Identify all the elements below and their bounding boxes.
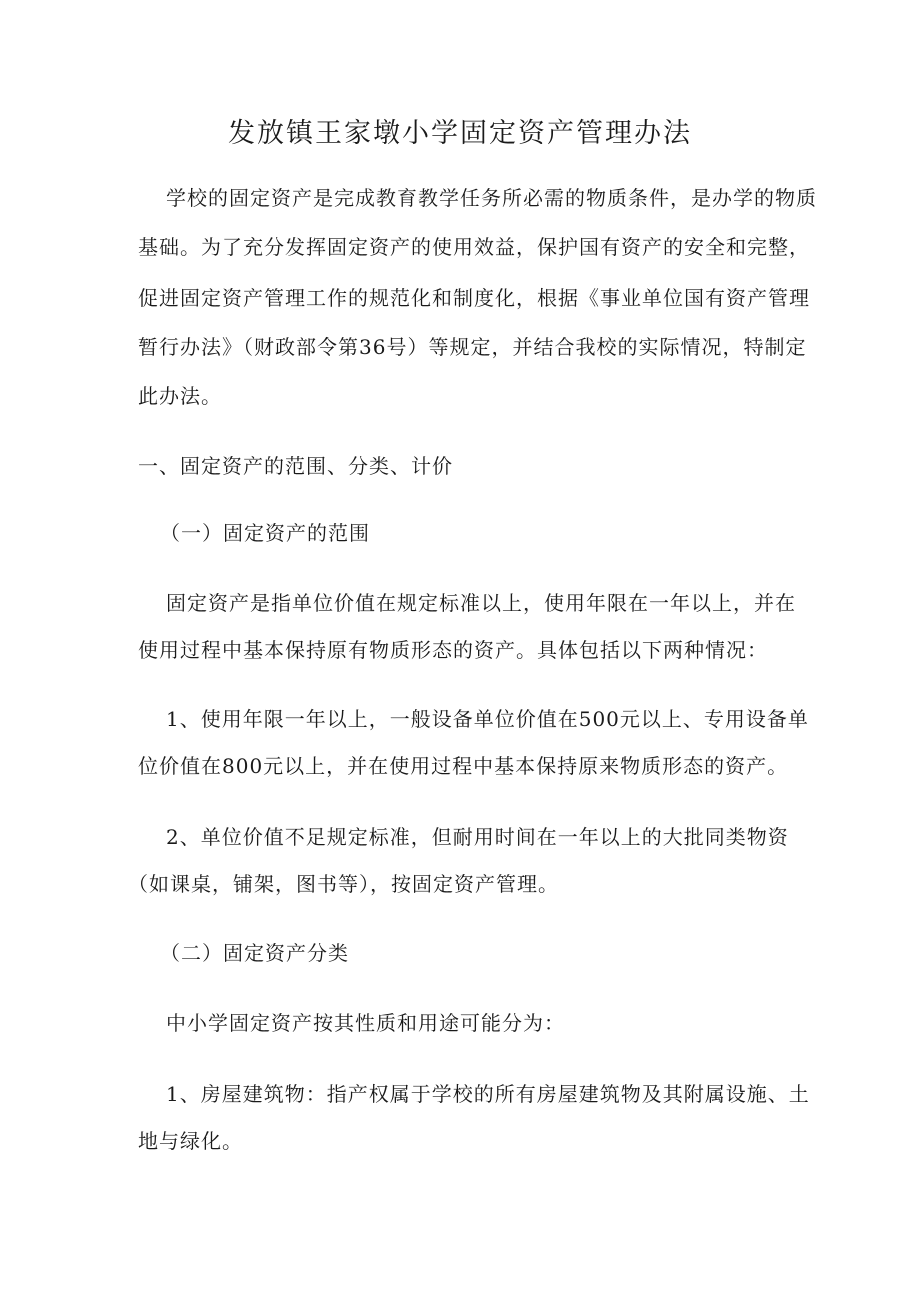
subsection-heading-2: （二）固定资产分类: [160, 941, 349, 965]
intro-line-4: 暂行办法》（财政部令第36号）等规定，并结合我校的实际情况，特制定: [138, 335, 807, 359]
document-title: 发放镇王家墩小学固定资产管理办法: [228, 118, 692, 149]
item-2-line-2: （如课桌，铺架，图书等），按固定资产管理。: [128, 872, 559, 896]
intro-line-2: 基础。为了充分发挥固定资产的使用效益，保护国有资产的安全和完整，: [138, 235, 810, 259]
classification-intro: 中小学固定资产按其性质和用途可能分为：: [166, 1011, 565, 1035]
item-1-line-2: 位价值在800元以上，并在使用过程中基本保持原来物质形态的资产。: [138, 754, 789, 778]
class-1-line-2: 地与绿化。: [138, 1129, 243, 1153]
item-2-line-1: 2、单位价值不足规定标准，但耐用时间在一年以上的大批同类物资: [166, 825, 789, 849]
item-1-line-1: 1、使用年限一年以上，一般设备单位价值在500元以上、专用设备单: [166, 707, 809, 731]
scope-line-1: 固定资产是指单位价值在规定标准以上，使用年限在一年以上，并在: [166, 591, 796, 615]
section-heading-1: 一、固定资产的范围、分类、计价: [138, 454, 453, 478]
intro-line-1: 学校的固定资产是完成教育教学任务所必需的物质条件，是办学的物质: [166, 186, 817, 210]
scope-line-2: 使用过程中基本保持原有物质形态的资产。具体包括以下两种情况：: [138, 638, 768, 662]
subsection-heading-1: （一）固定资产的范围: [160, 521, 370, 545]
intro-line-3: 促进固定资产管理工作的规范化和制度化，根据《事业单位国有资产管理: [138, 286, 810, 310]
intro-line-5: 此办法。: [138, 384, 222, 408]
class-1-line-1: 1、房屋建筑物：指产权属于学校的所有房屋建筑物及其附属设施、土: [166, 1082, 810, 1106]
